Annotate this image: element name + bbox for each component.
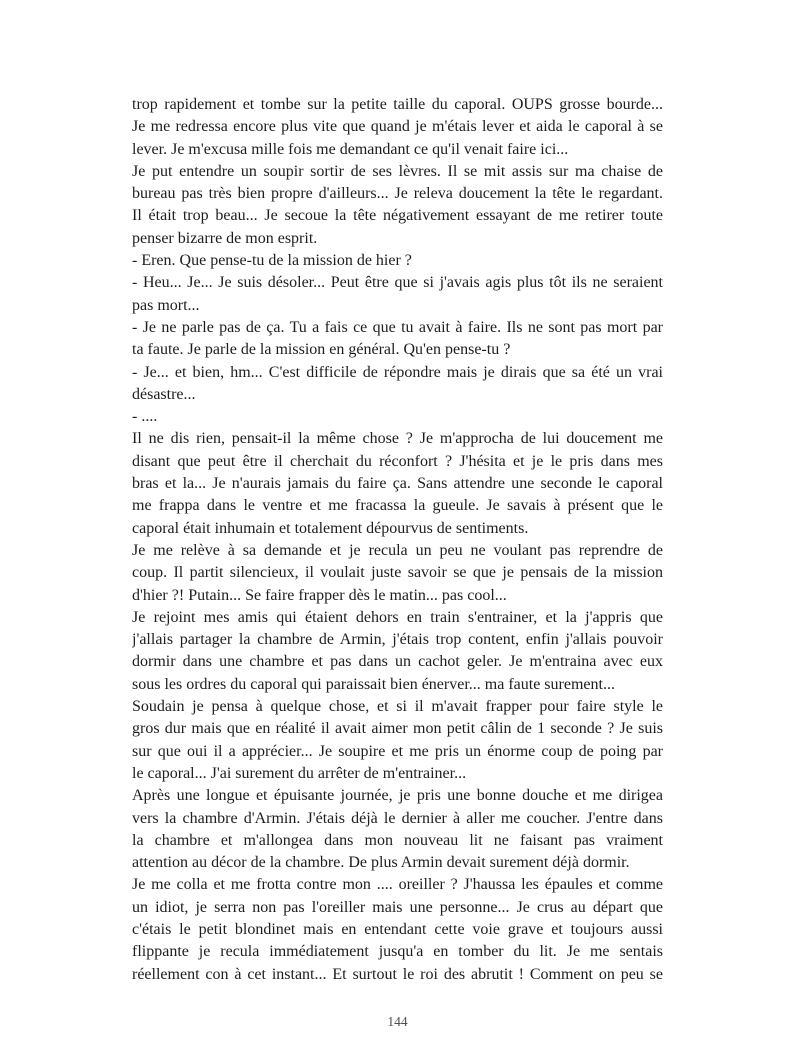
text-line: j'allais partager la chambre de Armin, j'étais trop content, enfin j'allais pouvoir	[132, 631, 663, 649]
text-line: caporal était inhumain et totalement dépourvus de sentiments.	[132, 519, 529, 537]
text-line: le caporal... J'ai surement du arrêter de m'entrainer...	[132, 764, 467, 782]
text-line: Soudain je pensa à quelque chose, et si il m'avait frapper pour faire style le	[132, 698, 663, 716]
text-line: - Heu... Je... Je suis désoler... Peut être que si j'avais agis plus tôt ils ne seraient	[132, 274, 663, 292]
text-line: - Je ne parle pas de ça. Tu a fais ce que tu avait à faire. Ils ne sont pas mort par	[132, 318, 663, 336]
text-line: bureau pas très bien propre d'ailleurs... Je releva doucement la tête le regardant.	[132, 185, 663, 203]
text-line: pas mort...	[132, 296, 200, 314]
text-line: lever. Je m'excusa mille fois me demandant ce qu'il venait faire ici...	[132, 140, 569, 158]
text-line: c'étais le petit blondinet mais en entendant cette voie grave et toujours aussi	[132, 920, 663, 938]
text-line: Je put entendre un soupir sortir de ses lèvres. Il se mit assis sur ma chaise de	[132, 162, 663, 180]
paragraph	[132, 406, 663, 428]
text-line: penser bizarre de mon esprit.	[132, 229, 318, 247]
text-line: un idiot, je serra non pas l'oreiller mais une personne... Je crus au départ que	[132, 898, 663, 916]
paragraph	[132, 317, 663, 362]
text-line: Je me colla et me frotta contre mon .... oreiller ? J'haussa les épaules et comme	[132, 876, 663, 894]
text-line: Après une longue et épuisante journée, je pris une bonne douche et me dirigea	[132, 787, 663, 805]
text-line: Il ne dis rien, pensait-il la même chose ? Je m'approcha de lui doucement me	[132, 430, 663, 448]
paragraph	[132, 362, 663, 407]
text-line: sur que oui il a apprécier... Je soupire et me pris un énorme coup de poing par	[132, 742, 663, 760]
text-line: gros dur mais que en réalité il avait aimer mon petit câlin de 1 seconde ? Je suis	[132, 720, 663, 738]
paragraph	[132, 874, 663, 985]
page-text	[132, 94, 663, 986]
text-line: dormir dans une chambre et pas dans un cachot geler. Je m'entraina avec eux	[132, 653, 663, 671]
paragraph	[132, 250, 663, 272]
page-number: 144	[387, 1014, 408, 1029]
text-line: - Eren. Que pense-tu de la mission de hier ?	[132, 252, 412, 270]
paragraph	[132, 428, 663, 539]
text-line: Je me relève à sa demande et je recula un peu ne voulant pas reprendre de	[132, 541, 663, 559]
text-line: la chambre et m'allongea dans mon nouveau lit ne faisant pas vraiment	[132, 831, 663, 849]
paragraph	[132, 607, 663, 696]
text-line: disant que peut être il cherchait du réconfort ? J'hésita et je le pris dans mes	[132, 452, 663, 470]
text-line: attention au décor de la chambre. De plus Armin devait surement déjà dormir.	[132, 854, 630, 872]
paragraph	[132, 696, 663, 785]
text-line: réellement con à cet instant... Et surtout le roi des abrutit ! Comment on peu se	[132, 965, 663, 983]
text-line: Il était trop beau... Je secoue la tête négativement essayant de me retirer toute	[132, 207, 663, 225]
paragraph	[132, 785, 663, 874]
text-line: vers la chambre d'Armin. J'étais déjà le dernier à aller me coucher. J'entre dans	[132, 809, 663, 827]
text-line: flippante je recula immédiatement jusqu'a en tomber du lit. Je me sentais	[132, 943, 663, 961]
text-line: me frappa dans le ventre et me fracassa la gueule. Je savais à présent que le	[132, 497, 663, 515]
text-line: - Je... et bien, hm... C'est difficile de répondre mais je dirais que sa été un vrai	[132, 363, 663, 381]
text-line: Je me redressa encore plus vite que quand je m'étais lever et aida le caporal à se	[132, 118, 663, 136]
text-line: ta faute. Je parle de la mission en général. Qu'en pense-tu ?	[132, 341, 511, 359]
text-line: d'hier ?! Putain... Se faire frapper dès le matin... pas cool...	[132, 586, 507, 604]
text-line: - ....	[132, 408, 158, 426]
text-line: trop rapidement et tombe sur la petite taille du caporal. OUPS grosse bourde...	[132, 96, 663, 113]
paragraph	[132, 272, 663, 317]
text-line: bras et la... Je n'aurais jamais du faire ça. Sans attendre une seconde le caporal	[132, 475, 663, 493]
text-line: sous les ordres du caporal qui paraissait bien énerver... ma faute surement...	[132, 675, 615, 693]
text-line: coup. Il partit silencieux, il voulait juste savoir se que je pensais de la mission	[132, 564, 663, 582]
paragraph	[132, 540, 663, 607]
paragraph	[132, 161, 663, 250]
text-line: Je rejoint mes amis qui étaient dehors en train s'entrainer, et la j'appris que	[132, 608, 663, 626]
paragraph	[132, 94, 663, 161]
text-line: désastre...	[132, 385, 196, 403]
